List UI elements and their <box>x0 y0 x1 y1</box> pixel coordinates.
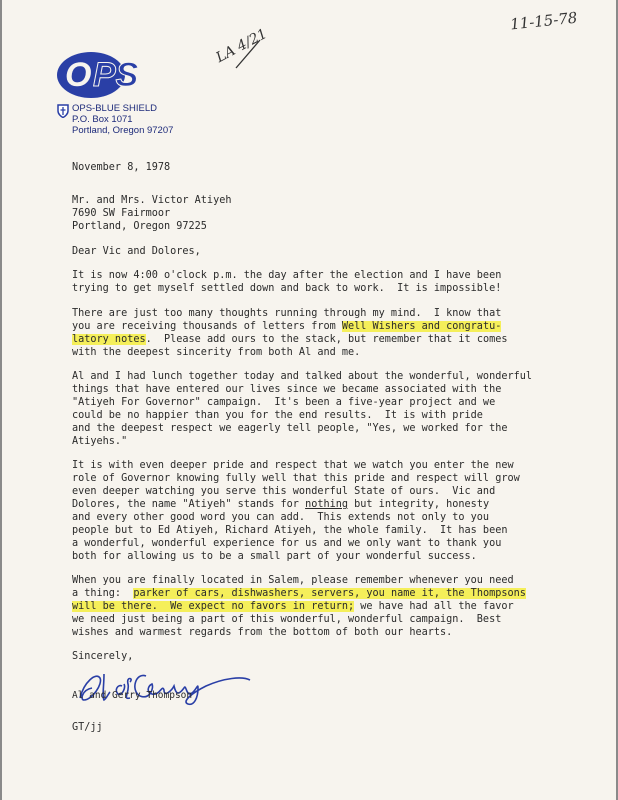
paragraph-2-line-2 <box>72 321 501 333</box>
paragraph-5-line-5: wishes and warmest regards from the bottom of both our hearts. <box>72 627 453 638</box>
paragraph-5-line-1: When you are finally located in Salem, please remember whenever you need <box>72 575 514 586</box>
recipient-city: Portland, Oregon 97225 <box>72 221 207 232</box>
typist-initials: GT/jj <box>72 722 103 733</box>
handwritten-signature <box>74 664 254 710</box>
handwritten-note: LA 4/21 <box>213 25 270 67</box>
highlighted-text: latory notes <box>72 334 146 345</box>
paragraph-4-line-5: and every other good word you can add. This extends not only to you <box>72 512 490 523</box>
address-line2: Portland, Oregon 97207 <box>72 125 174 136</box>
p4-text: but integrity, honesty <box>348 499 490 510</box>
p2-text: . Please add ours to the stack, but remember that it comes <box>145 334 508 345</box>
paragraph-4-line-3: even deeper watching you serve this wonderful State of ours. Vic and <box>72 486 496 497</box>
paragraph-1-line-2: trying to get myself settled down and back to work. It is impossible! <box>72 283 502 294</box>
paragraph-5-line-4: we need just being a part of this wonderful, wonderful campaign. Best <box>72 614 502 625</box>
paragraph-3-line-2: things that have entered our lives since we became associated with the <box>72 384 502 395</box>
paragraph-5-line-2 <box>72 588 526 600</box>
closing: Sincerely, <box>72 651 134 662</box>
paragraph-3-line-6: Atiyehs." <box>72 436 128 447</box>
paragraph-4-line-1: It is with even deeper pride and respect that we watch you enter the new <box>72 460 514 471</box>
paragraph-5-line-3 <box>72 601 514 613</box>
address-line1: P.O. Box 1071 <box>72 114 133 125</box>
org-name: OPS-BLUE SHIELD <box>72 103 157 114</box>
handwritten-date: 11-15-78 <box>509 8 579 34</box>
paragraph-3-line-4: could be no happier than you for the end results. It is with pride <box>72 410 483 421</box>
paragraph-4-line-2: role of Governor knowing fully well that this pride and respect will grow <box>72 473 520 484</box>
handwritten-slash <box>234 38 264 70</box>
underlined-text: nothing <box>305 499 349 510</box>
paragraph-3-line-1: Al and I had lunch together today and talked about the wonderful, wonderful <box>72 371 533 382</box>
paragraph-2-line-3 <box>72 334 507 346</box>
paragraph-4-line-4 <box>72 499 489 511</box>
paragraph-3-line-3: "Atiyeh For Governor" campaign. It's been a five-year project and we <box>72 397 496 408</box>
p4-text: Dolores, the name "Atiyeh" stands for <box>72 499 306 510</box>
paragraph-2-line-4: with the deepest sincerity from both Al and me. <box>72 347 361 358</box>
letterhead-address <box>72 103 173 136</box>
paragraph-4-line-6: people but to Ed Atiyeh, Richard Atiyeh, the whole family. It has been <box>72 525 508 536</box>
signature-name: Al and Gerry Thompson <box>72 690 193 701</box>
p5-text: we have had all the favor <box>354 601 514 612</box>
salutation: Dear Vic and Dolores, <box>72 246 201 257</box>
recipient-name: Mr. and Mrs. Victor Atiyeh <box>72 195 232 206</box>
highlighted-text: will be there. We expect no favors in return; <box>72 601 355 612</box>
paragraph-1-line-1: It is now 4:00 o'clock p.m. the day after the election and I have been <box>72 270 502 281</box>
highlighted-text: parker of cars, dishwashers, servers, you name it, the Thompsons <box>133 588 526 599</box>
svg-text:O: O <box>65 56 92 94</box>
paragraph-4-line-7: a wonderful, wonderful experience for us and we only want to thank you <box>72 538 502 549</box>
svg-text:PS: PS <box>93 56 139 94</box>
blue-shield-icon <box>57 104 69 118</box>
highlighted-text: Well Wishers and congratu- <box>341 321 502 332</box>
letter-date: November 8, 1978 <box>72 162 171 173</box>
paragraph-2-line-1: There are just too many thoughts running through my mind. I know that <box>72 308 502 319</box>
p5-text: a thing: <box>72 588 134 599</box>
recipient-street: 7690 SW Fairmoor <box>72 208 171 219</box>
paragraph-4-line-8: both for allowing us to be a small part of your wonderful success. <box>72 551 477 562</box>
paragraph-3-line-5: and the deepest respect we eagerly tell people, "Yes, we worked for the <box>72 423 508 434</box>
ops-logo <box>57 40 167 100</box>
p2-text: you are receiving thousands of letters from <box>72 321 342 332</box>
